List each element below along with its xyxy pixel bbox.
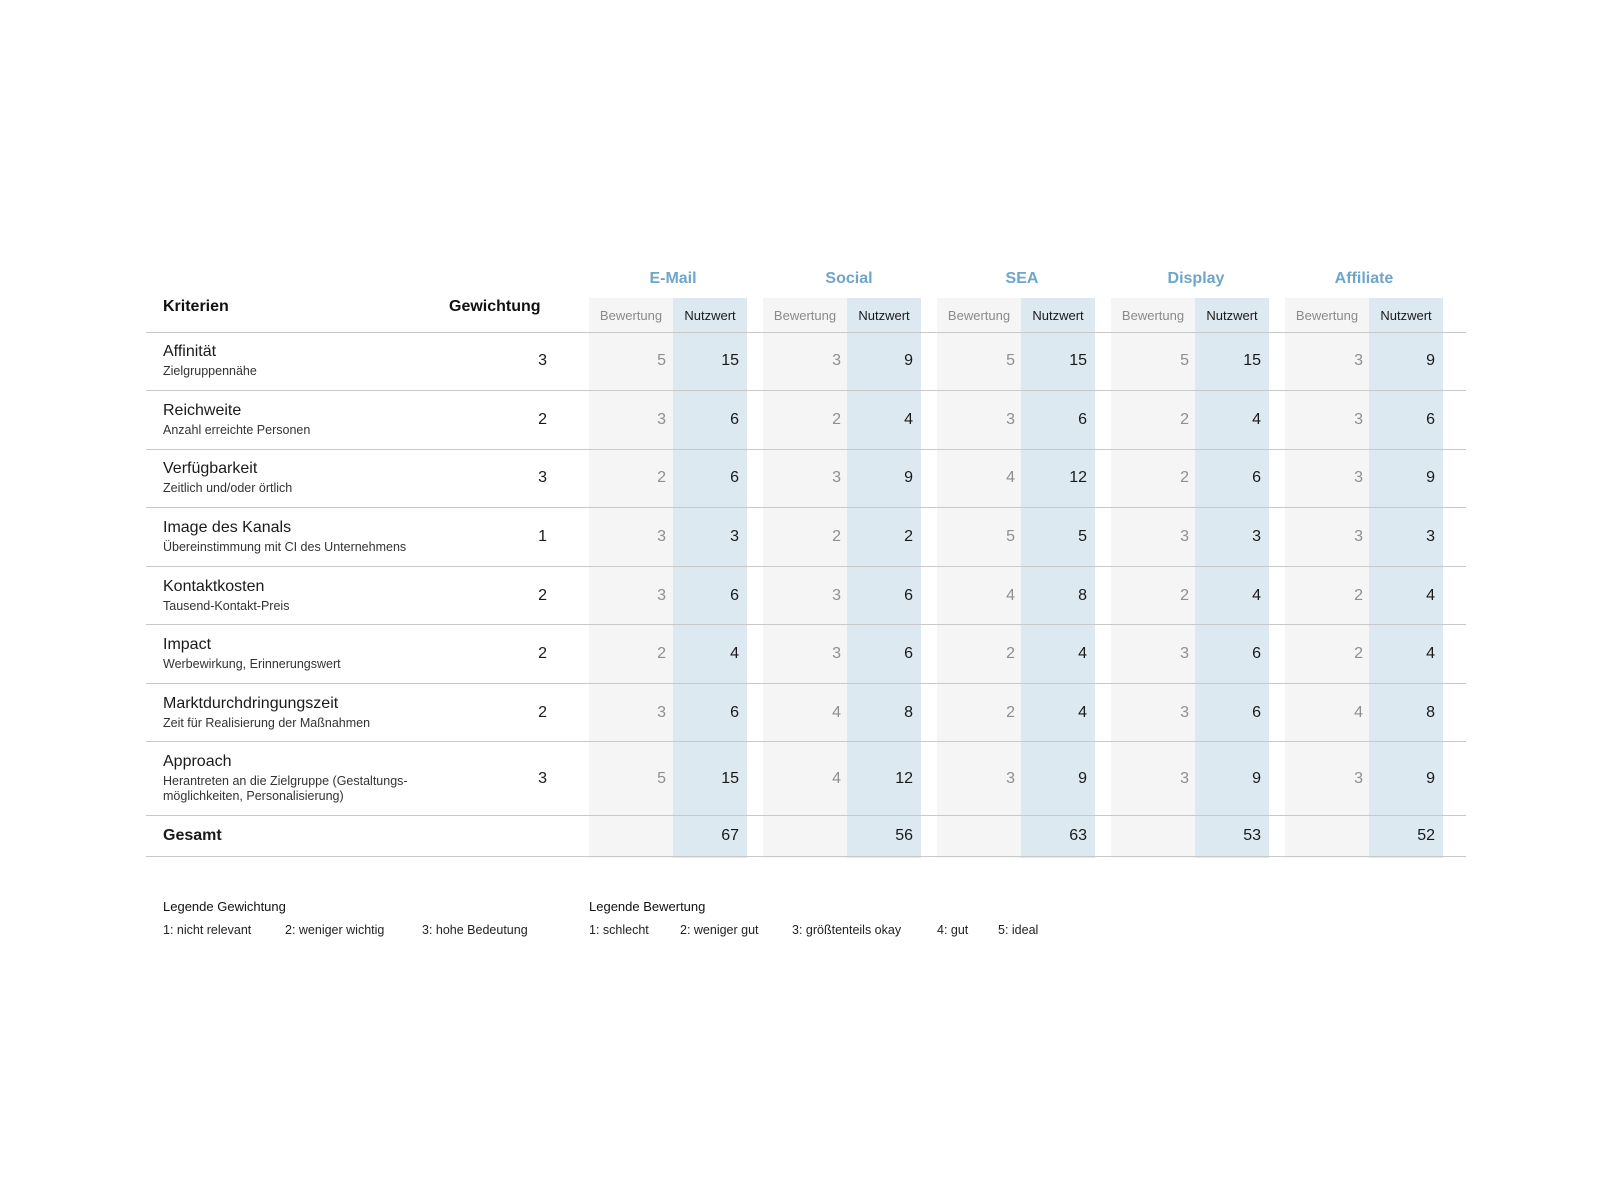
display-nutzwert-value: 4	[1252, 587, 1261, 604]
affiliate-bewertung-value: 4	[1354, 704, 1363, 721]
bewertung-subheader: Bewertung	[947, 308, 1011, 323]
social-bewertung-value: 3	[832, 645, 841, 662]
channel-title-affiliate: Affiliate	[1334, 270, 1394, 287]
display-total-value: 53	[1243, 827, 1261, 844]
display-bewertung-value: 5	[1180, 352, 1189, 369]
total-divider	[146, 856, 1466, 857]
sea-nutzwert-value: 8	[1078, 587, 1087, 604]
social-nutzwert-value: 2	[904, 528, 913, 545]
bewertung-subheader: Bewertung	[599, 308, 663, 323]
sea-bewertung-value: 3	[1006, 770, 1015, 787]
gewichtung-header: Gewichtung	[449, 298, 541, 315]
criterion-subtitle: Zielgruppennähe	[163, 364, 257, 378]
social-nutzwert-value: 6	[904, 587, 913, 604]
sea-bewertung-value: 5	[1006, 352, 1015, 369]
affiliate-nutzwert-value: 8	[1426, 704, 1435, 721]
row-divider	[146, 624, 1466, 625]
weight-value: 2	[538, 411, 547, 428]
display-nutzwert-value: 6	[1252, 469, 1261, 486]
affiliate-nutzwert-value: 4	[1426, 587, 1435, 604]
affiliate-bewertung-value: 3	[1354, 411, 1363, 428]
social-bewertung-value: 2	[832, 411, 841, 428]
display-nutzwert-value: 15	[1243, 352, 1261, 369]
criterion-subtitle: Herantreten an die Zielgruppe (Gestaltungs-möglichkeiten, Personalisierung)	[163, 774, 408, 803]
channel-title-sea: SEA	[1005, 270, 1039, 287]
affiliate-nutzwert-value: 9	[1426, 770, 1435, 787]
affiliate-bewertung-value: 3	[1354, 352, 1363, 369]
email-total-value: 67	[721, 827, 739, 844]
bewertung-subheader: Bewertung	[1295, 308, 1359, 323]
sea-bewertung-value: 3	[1006, 411, 1015, 428]
display-bewertung-value: 2	[1180, 587, 1189, 604]
weight-value: 3	[538, 352, 547, 369]
legend-rating-item: 3: größtenteils okay	[792, 923, 902, 937]
criterion-subtitle: Übereinstimmung mit CI des Unternehmens	[163, 540, 407, 554]
criterion-title: Image des Kanals	[163, 519, 292, 536]
email-bewertung-value: 3	[657, 704, 666, 721]
email-nutzwert-value: 6	[730, 704, 739, 721]
weight-value: 2	[538, 587, 547, 604]
weight-value: 3	[538, 469, 547, 486]
criterion-title: Verfügbarkeit	[163, 460, 258, 477]
row-divider	[146, 683, 1466, 684]
channel-title-email: E-Mail	[649, 270, 697, 287]
kriterien-header: Kriterien	[163, 298, 229, 315]
social-nutzwert-value: 9	[904, 469, 913, 486]
row-divider	[146, 390, 1466, 391]
display-bewertung-value: 3	[1180, 645, 1189, 662]
sea-bewertung-value: 2	[1006, 704, 1015, 721]
social-nutzwert-value: 8	[904, 704, 913, 721]
legend-weight-item: 3: hohe Bedeutung	[422, 923, 528, 937]
affiliate-bewertung-value: 3	[1354, 528, 1363, 545]
social-bewertung-value: 2	[832, 528, 841, 545]
legend-rating-item: 4: gut	[937, 923, 969, 937]
legend-rating-item: 2: weniger gut	[680, 923, 759, 937]
email-nutzwert-value: 6	[730, 469, 739, 486]
social-nutzwert-value: 6	[904, 645, 913, 662]
affiliate-bewertung-value: 2	[1354, 587, 1363, 604]
nutzwert-subheader: Nutzwert	[1206, 308, 1258, 323]
sea-bewertung-value: 4	[1006, 587, 1015, 604]
legend-rating-title: Legende Bewertung	[589, 899, 706, 914]
social-bewertung-value: 3	[832, 469, 841, 486]
channel-title-social: Social	[825, 270, 873, 287]
social-nutzwert-value: 9	[904, 352, 913, 369]
criterion-subtitle: Zeitlich und/oder örtlich	[163, 481, 293, 495]
sea-total-value: 63	[1069, 827, 1087, 844]
affiliate-bewertung-value: 3	[1354, 770, 1363, 787]
email-nutzwert-value: 3	[730, 528, 739, 545]
criterion-subtitle: Zeit für Realisierung der Maßnahmen	[163, 716, 371, 730]
nutzwert-subheader: Nutzwert	[684, 308, 736, 323]
social-bewertung-value: 4	[832, 770, 841, 787]
display-bewertung-value: 3	[1180, 770, 1189, 787]
sea-nutzwert-value: 15	[1069, 352, 1087, 369]
row-divider	[146, 815, 1466, 816]
social-nutzwert-value: 4	[904, 411, 913, 428]
display-bewertung-value: 2	[1180, 469, 1189, 486]
email-bewertung-value: 5	[657, 352, 666, 369]
criterion-subtitle: Werbewirkung, Erinnerungswert	[163, 657, 341, 671]
display-nutzwert-value: 3	[1252, 528, 1261, 545]
social-nutzwert-value: 12	[895, 770, 913, 787]
legend-rating-item: 1: schlecht	[589, 923, 649, 937]
bewertung-subheader: Bewertung	[773, 308, 837, 323]
social-total-value: 56	[895, 827, 913, 844]
email-nutzwert-value: 4	[730, 645, 739, 662]
affiliate-nutzwert-value: 9	[1426, 469, 1435, 486]
display-nutzwert-value: 6	[1252, 645, 1261, 662]
affiliate-nutzwert-value: 4	[1426, 645, 1435, 662]
weight-value: 2	[538, 645, 547, 662]
sea-nutzwert-value: 12	[1069, 469, 1087, 486]
total-label: Gesamt	[163, 827, 222, 844]
legend-weight-title: Legende Gewichtung	[163, 899, 286, 914]
criterion-title: Approach	[163, 753, 232, 770]
legend-rating-item: 5: ideal	[998, 923, 1039, 937]
social-bewertung-value: 3	[832, 352, 841, 369]
email-nutzwert-value: 15	[721, 352, 739, 369]
row-divider	[146, 741, 1466, 742]
bewertung-subheader: Bewertung	[1121, 308, 1185, 323]
sea-bewertung-value: 5	[1006, 528, 1015, 545]
criterion-title: Reichweite	[163, 402, 242, 419]
email-bewertung-value: 5	[657, 770, 666, 787]
sea-nutzwert-value: 5	[1078, 528, 1087, 545]
row-divider	[146, 507, 1466, 508]
affiliate-total-value: 52	[1417, 827, 1435, 844]
display-nutzwert-value: 9	[1252, 770, 1261, 787]
display-bewertung-value: 2	[1180, 411, 1189, 428]
email-bewertung-value: 2	[657, 645, 666, 662]
display-nutzwert-value: 6	[1252, 704, 1261, 721]
weight-value: 1	[538, 528, 547, 545]
email-bewertung-value: 3	[657, 587, 666, 604]
affiliate-nutzwert-value: 9	[1426, 352, 1435, 369]
sea-nutzwert-value: 4	[1078, 645, 1087, 662]
legend-weight-item: 2: weniger wichtig	[285, 923, 385, 937]
row-divider	[146, 449, 1466, 450]
sea-nutzwert-value: 4	[1078, 704, 1087, 721]
display-bewertung-value: 3	[1180, 528, 1189, 545]
sea-bewertung-value: 2	[1006, 645, 1015, 662]
affiliate-nutzwert-value: 6	[1426, 411, 1435, 428]
sea-bewertung-value: 4	[1006, 469, 1015, 486]
channel-title-display: Display	[1167, 270, 1225, 287]
email-nutzwert-value: 6	[730, 587, 739, 604]
social-bewertung-value: 3	[832, 587, 841, 604]
criterion-title: Impact	[163, 636, 212, 653]
sea-nutzwert-value: 6	[1078, 411, 1087, 428]
legend-weight-item: 1: nicht relevant	[163, 923, 252, 937]
email-nutzwert-value: 15	[721, 770, 739, 787]
sea-nutzwert-value: 9	[1078, 770, 1087, 787]
email-nutzwert-value: 6	[730, 411, 739, 428]
weight-value: 2	[538, 704, 547, 721]
affiliate-bewertung-value: 2	[1354, 645, 1363, 662]
criterion-title: Affinität	[163, 343, 217, 360]
affiliate-bewertung-value: 3	[1354, 469, 1363, 486]
email-bewertung-value: 2	[657, 469, 666, 486]
display-nutzwert-value: 4	[1252, 411, 1261, 428]
criterion-title: Marktdurchdringungszeit	[163, 695, 339, 712]
nutzwert-subheader: Nutzwert	[1032, 308, 1084, 323]
row-divider	[146, 566, 1466, 567]
nutzwert-subheader: Nutzwert	[858, 308, 910, 323]
nutzwert-subheader: Nutzwert	[1380, 308, 1432, 323]
affiliate-nutzwert-value: 3	[1426, 528, 1435, 545]
header-divider	[146, 332, 1466, 333]
social-bewertung-value: 4	[832, 704, 841, 721]
display-bewertung-value: 3	[1180, 704, 1189, 721]
criterion-subtitle: Tausend-Kontakt-Preis	[163, 599, 290, 613]
criterion-subtitle: Anzahl erreichte Personen	[163, 423, 311, 437]
criterion-title: Kontaktkosten	[163, 578, 265, 595]
email-bewertung-value: 3	[657, 411, 666, 428]
email-bewertung-value: 3	[657, 528, 666, 545]
weight-value: 3	[538, 770, 547, 787]
